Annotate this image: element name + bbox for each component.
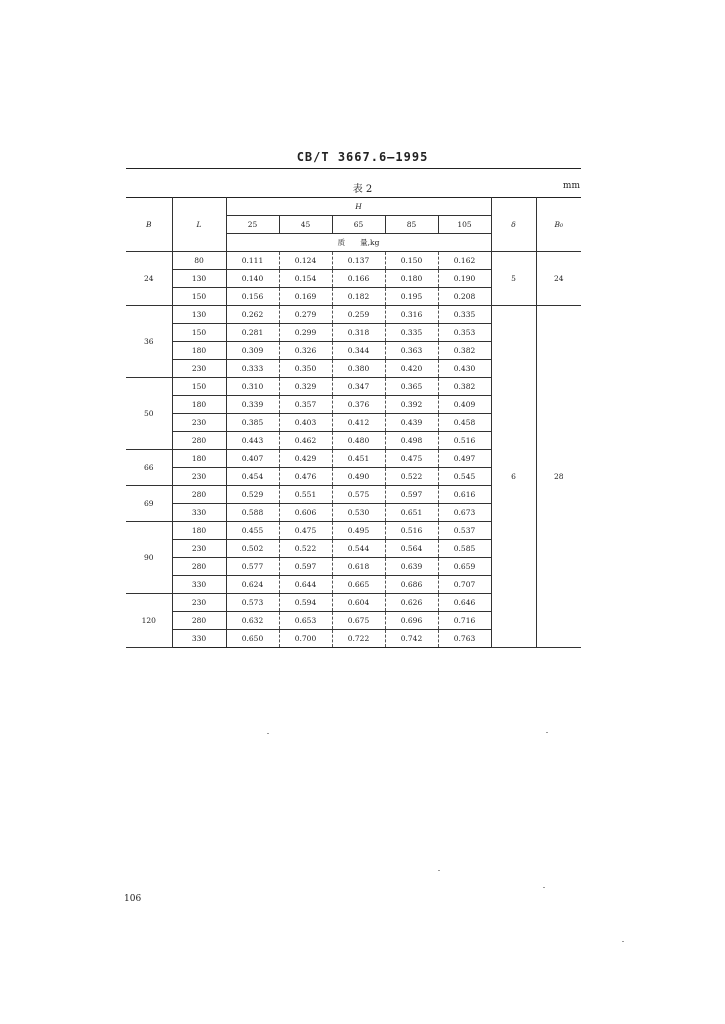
cell-mass: 0.604 [332, 594, 385, 612]
cell-mass: 0.279 [279, 306, 332, 324]
cell-mass: 0.458 [438, 414, 491, 432]
cell-mass: 0.624 [226, 576, 279, 594]
cell-mass: 0.597 [385, 486, 438, 504]
cell-l: 150 [172, 324, 226, 342]
cell-mass: 0.516 [385, 522, 438, 540]
cell-mass: 0.363 [385, 342, 438, 360]
cell-mass: 0.707 [438, 576, 491, 594]
cell-mass: 0.429 [279, 450, 332, 468]
cell-mass: 0.665 [332, 576, 385, 594]
cell-mass: 0.380 [332, 360, 385, 378]
cell-mass: 0.111 [226, 252, 279, 270]
cell-mass: 0.522 [279, 540, 332, 558]
cell-l: 180 [172, 342, 226, 360]
cell-b: 120 [126, 594, 172, 648]
cell-l: 180 [172, 396, 226, 414]
cell-mass: 0.137 [332, 252, 385, 270]
cell-mass: 0.124 [279, 252, 332, 270]
cell-mass: 0.409 [438, 396, 491, 414]
cell-l: 230 [172, 468, 226, 486]
cell-mass: 0.716 [438, 612, 491, 630]
cell-mass: 0.616 [438, 486, 491, 504]
header-b: B [126, 198, 172, 252]
cell-mass: 0.335 [385, 324, 438, 342]
cell-mass: 0.529 [226, 486, 279, 504]
cell-mass: 0.166 [332, 270, 385, 288]
cell-mass: 0.156 [226, 288, 279, 306]
cell-mass: 0.259 [332, 306, 385, 324]
cell-mass: 0.412 [332, 414, 385, 432]
cell-l: 280 [172, 486, 226, 504]
cell-l: 230 [172, 594, 226, 612]
cell-mass: 0.299 [279, 324, 332, 342]
table-caption: 表 2 [352, 184, 373, 195]
cell-l: 180 [172, 522, 226, 540]
cell-l: 230 [172, 360, 226, 378]
cell-mass: 0.310 [226, 378, 279, 396]
header-b0: B₀ [536, 198, 581, 252]
cell-mass: 0.686 [385, 576, 438, 594]
cell-mass: 0.490 [332, 468, 385, 486]
header-h-value: 45 [279, 216, 332, 234]
cell-b0: 24 [536, 252, 581, 306]
cell-mass: 0.439 [385, 414, 438, 432]
cell-l: 150 [172, 378, 226, 396]
cell-mass: 0.650 [226, 630, 279, 648]
cell-mass: 0.443 [226, 432, 279, 450]
cell-mass: 0.594 [279, 594, 332, 612]
cell-mass: 0.700 [279, 630, 332, 648]
cell-mass: 0.646 [438, 594, 491, 612]
scan-speck [543, 887, 545, 888]
cell-mass: 0.545 [438, 468, 491, 486]
cell-mass: 0.344 [332, 342, 385, 360]
cell-mass: 0.169 [279, 288, 332, 306]
cell-l: 230 [172, 414, 226, 432]
cell-mass: 0.451 [332, 450, 385, 468]
scan-speck [622, 941, 624, 942]
cell-mass: 0.407 [226, 450, 279, 468]
header-h-value: 65 [332, 216, 385, 234]
header-h-value: 85 [385, 216, 438, 234]
cell-mass: 0.475 [385, 450, 438, 468]
cell-mass: 0.385 [226, 414, 279, 432]
cell-mass: 0.639 [385, 558, 438, 576]
scan-speck [267, 733, 269, 734]
cell-b: 90 [126, 522, 172, 594]
cell-mass: 0.564 [385, 540, 438, 558]
cell-mass: 0.281 [226, 324, 279, 342]
cell-mass: 0.382 [438, 342, 491, 360]
unit-label: mm [562, 181, 580, 191]
cell-mass: 0.150 [385, 252, 438, 270]
cell-mass: 0.632 [226, 612, 279, 630]
cell-mass: 0.544 [332, 540, 385, 558]
cell-mass: 0.522 [385, 468, 438, 486]
cell-mass: 0.585 [438, 540, 491, 558]
cell-mass: 0.180 [385, 270, 438, 288]
cell-mass: 0.347 [332, 378, 385, 396]
cell-mass: 0.502 [226, 540, 279, 558]
cell-l: 330 [172, 576, 226, 594]
cell-mass: 0.420 [385, 360, 438, 378]
header-mass: 质 量,kg [226, 234, 491, 252]
cell-mass: 0.476 [279, 468, 332, 486]
cell-delta: 5 [491, 252, 536, 306]
cell-mass: 0.722 [332, 630, 385, 648]
cell-mass: 0.162 [438, 252, 491, 270]
cell-l: 150 [172, 288, 226, 306]
cell-mass: 0.597 [279, 558, 332, 576]
cell-mass: 0.309 [226, 342, 279, 360]
cell-mass: 0.430 [438, 360, 491, 378]
mass-table [126, 197, 581, 648]
cell-mass: 0.357 [279, 396, 332, 414]
cell-mass: 0.455 [226, 522, 279, 540]
cell-mass: 0.329 [279, 378, 332, 396]
table-row [126, 252, 581, 270]
cell-mass: 0.626 [385, 594, 438, 612]
cell-b: 24 [126, 252, 172, 306]
cell-mass: 0.588 [226, 504, 279, 522]
cell-mass: 0.403 [279, 414, 332, 432]
cell-mass: 0.530 [332, 504, 385, 522]
cell-mass: 0.454 [226, 468, 279, 486]
cell-l: 280 [172, 612, 226, 630]
cell-mass: 0.696 [385, 612, 438, 630]
cell-mass: 0.154 [279, 270, 332, 288]
cell-mass: 0.195 [385, 288, 438, 306]
cell-l: 330 [172, 504, 226, 522]
cell-mass: 0.659 [438, 558, 491, 576]
cell-mass: 0.182 [332, 288, 385, 306]
cell-mass: 0.763 [438, 630, 491, 648]
cell-mass: 0.353 [438, 324, 491, 342]
cell-mass: 0.495 [332, 522, 385, 540]
cell-mass: 0.577 [226, 558, 279, 576]
cell-mass: 0.618 [332, 558, 385, 576]
cell-mass: 0.462 [279, 432, 332, 450]
cell-mass: 0.653 [279, 612, 332, 630]
table-body [126, 252, 581, 648]
cell-l: 330 [172, 630, 226, 648]
standard-header: CB/T 3667.6—1995 [296, 150, 429, 164]
cell-mass: 0.742 [385, 630, 438, 648]
cell-l: 280 [172, 558, 226, 576]
cell-b0-shared: 28 [536, 306, 581, 648]
cell-mass: 0.673 [438, 504, 491, 522]
scan-speck [438, 870, 440, 871]
cell-mass: 0.140 [226, 270, 279, 288]
header-h: H [226, 198, 491, 216]
cell-l: 130 [172, 270, 226, 288]
cell-mass: 0.382 [438, 378, 491, 396]
header-l: L [172, 198, 226, 252]
cell-b: 50 [126, 378, 172, 450]
table-row [126, 306, 581, 324]
cell-mass: 0.575 [332, 486, 385, 504]
cell-b: 69 [126, 486, 172, 522]
cell-mass: 0.606 [279, 504, 332, 522]
cell-mass: 0.651 [385, 504, 438, 522]
cell-mass: 0.644 [279, 576, 332, 594]
header-h-value: 105 [438, 216, 491, 234]
page-number: 106 [124, 894, 142, 904]
cell-mass: 0.316 [385, 306, 438, 324]
cell-mass: 0.365 [385, 378, 438, 396]
cell-mass: 0.318 [332, 324, 385, 342]
cell-mass: 0.262 [226, 306, 279, 324]
cell-mass: 0.333 [226, 360, 279, 378]
cell-delta-shared: 6 [491, 306, 536, 648]
cell-b: 66 [126, 450, 172, 486]
cell-mass: 0.480 [332, 432, 385, 450]
cell-l: 280 [172, 432, 226, 450]
cell-l: 130 [172, 306, 226, 324]
header-h-value: 25 [226, 216, 279, 234]
header-delta: δ [491, 198, 536, 252]
cell-mass: 0.516 [438, 432, 491, 450]
cell-mass: 0.675 [332, 612, 385, 630]
cell-l: 180 [172, 450, 226, 468]
cell-l: 80 [172, 252, 226, 270]
cell-mass: 0.376 [332, 396, 385, 414]
cell-mass: 0.475 [279, 522, 332, 540]
cell-mass: 0.573 [226, 594, 279, 612]
cell-mass: 0.335 [438, 306, 491, 324]
cell-l: 230 [172, 540, 226, 558]
header-rule [126, 168, 581, 169]
cell-mass: 0.498 [385, 432, 438, 450]
cell-mass: 0.537 [438, 522, 491, 540]
cell-mass: 0.392 [385, 396, 438, 414]
cell-mass: 0.339 [226, 396, 279, 414]
cell-b: 36 [126, 306, 172, 378]
cell-mass: 0.190 [438, 270, 491, 288]
cell-mass: 0.551 [279, 486, 332, 504]
cell-mass: 0.208 [438, 288, 491, 306]
scan-speck [546, 732, 548, 733]
cell-mass: 0.350 [279, 360, 332, 378]
cell-mass: 0.497 [438, 450, 491, 468]
cell-mass: 0.326 [279, 342, 332, 360]
